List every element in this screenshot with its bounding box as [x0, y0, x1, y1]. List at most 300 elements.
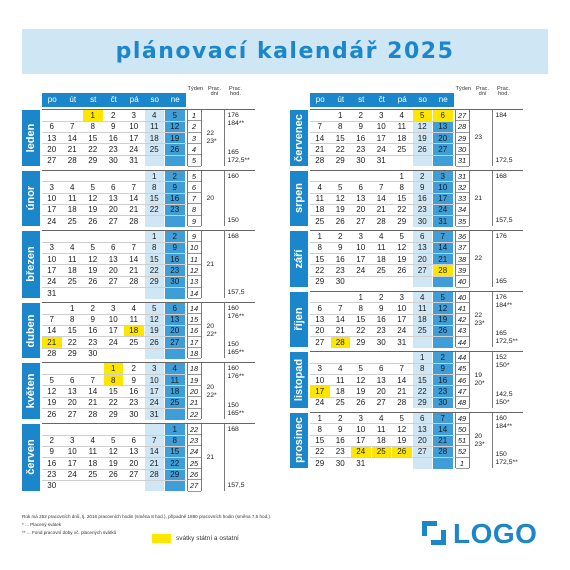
day-cell — [104, 424, 124, 435]
day-cell: 24 — [108, 337, 118, 347]
row-divider — [42, 397, 186, 398]
day-cell: 4 — [70, 243, 75, 253]
week-number: 52 — [457, 447, 467, 457]
day-cell: 23 — [335, 265, 345, 275]
day-cell: 20 — [165, 325, 185, 336]
day-cell — [124, 231, 144, 242]
working-hours: 165 — [227, 148, 239, 156]
day-cell: 2 — [433, 352, 453, 363]
day-cell — [165, 480, 185, 491]
day-cell — [63, 231, 83, 242]
day-cell: 1 — [317, 232, 322, 241]
row-divider — [42, 435, 186, 436]
month-band-0 — [22, 110, 40, 166]
month-name: květen — [25, 373, 37, 409]
working-hours: 160 — [227, 304, 239, 312]
day-cell: 21 — [433, 254, 453, 265]
day-cell: 13 — [433, 121, 453, 132]
day-cell: 16 — [433, 375, 453, 386]
working-hours: 168 — [227, 425, 239, 433]
day-cell: 20 — [67, 398, 77, 408]
day-cell: 16 — [165, 254, 185, 265]
day-cell: 19 — [165, 133, 185, 144]
week-underline — [188, 419, 201, 420]
day-cell: 26 — [397, 265, 407, 275]
day-cell: 12 — [397, 243, 407, 253]
day-cell: 12 — [165, 121, 185, 132]
weekday-ne: ne — [170, 95, 180, 104]
day-cell: 22 — [108, 398, 118, 408]
day-cell: 20 — [413, 254, 433, 265]
day-cell — [372, 276, 392, 287]
day-cell: 18 — [397, 133, 407, 143]
logo-bracket-icon — [421, 520, 447, 546]
day-cell: 31 — [356, 458, 366, 468]
day-cell: 12 — [433, 303, 453, 314]
row-divider — [42, 480, 186, 481]
day-cell: 11 — [397, 122, 406, 132]
month-band-5 — [22, 424, 40, 491]
week-number: 31 — [457, 171, 467, 181]
day-cell: 14 — [433, 424, 453, 435]
week-number: 46 — [457, 375, 467, 385]
day-cell: 2 — [338, 413, 343, 423]
day-cell: 7 — [90, 375, 95, 385]
week-number: 31 — [457, 156, 467, 166]
day-cell: 21 — [67, 144, 77, 154]
week-number: 10 — [189, 243, 199, 253]
day-cell: 7 — [399, 364, 404, 374]
row-divider — [310, 363, 454, 364]
row-divider — [42, 193, 186, 194]
day-cell: 2 — [165, 171, 185, 182]
day-cell: 7 — [131, 243, 136, 253]
day-cell: 5 — [90, 243, 95, 253]
day-cell: 29 — [413, 397, 433, 408]
day-cell: 31 — [145, 409, 165, 420]
week-number: 48 — [457, 398, 467, 408]
day-cell: 1 — [358, 292, 363, 302]
weekday-po: po — [47, 95, 57, 104]
day-cell: 19 — [145, 325, 165, 336]
day-cell: 26 — [165, 144, 185, 155]
day-cell: 27 — [129, 470, 139, 479]
day-cell — [165, 155, 185, 166]
working-days: 23* — [206, 138, 217, 146]
day-cell: 4 — [399, 111, 404, 120]
day-cell: 27 — [413, 446, 433, 457]
working-hours: 165** — [227, 409, 245, 417]
day-cell — [145, 348, 165, 359]
day-cell — [83, 480, 103, 491]
day-cell: 26 — [356, 398, 366, 408]
day-cell: 9 — [49, 447, 54, 457]
day-cell: 7 — [317, 122, 322, 132]
day-cell: 10 — [47, 254, 57, 264]
day-cell — [310, 352, 330, 363]
day-cell — [351, 352, 371, 363]
month-band-11 — [290, 413, 308, 469]
column-divider — [469, 231, 470, 287]
day-cell: 27 — [315, 337, 325, 347]
column-divider — [187, 424, 188, 491]
day-cell: 20 — [129, 458, 139, 468]
day-cell: 7 — [145, 435, 165, 446]
working-hours: 142,5 — [495, 390, 513, 398]
working-hours: 157,5 — [227, 288, 245, 296]
week-number: 50 — [457, 424, 467, 434]
week-number: 4 — [191, 144, 197, 154]
day-cell: 7 — [379, 182, 384, 192]
day-cell — [331, 352, 351, 363]
week-number: 18 — [189, 349, 199, 358]
day-cell: 9 — [379, 303, 384, 313]
day-cell: 17 — [356, 436, 366, 446]
column-divider — [224, 110, 225, 166]
day-cell — [310, 292, 330, 303]
working-hours: 172,5** — [227, 156, 250, 164]
day-cell: 10 — [108, 315, 118, 325]
day-cell: 22 — [335, 144, 345, 154]
working-hours: 150 — [227, 217, 239, 224]
week-number: 41 — [457, 303, 467, 313]
row-divider — [42, 408, 186, 409]
week-number: 9 — [191, 216, 197, 226]
day-cell: 30 — [335, 458, 345, 468]
week-number: 28 — [457, 122, 467, 132]
day-cell: 17 — [108, 326, 118, 336]
day-cell: 29 — [397, 216, 407, 226]
day-cell: 9 — [413, 182, 433, 193]
day-cell: 6 — [49, 122, 54, 132]
day-cell: 22 — [315, 447, 325, 457]
row-divider — [42, 348, 186, 349]
row-divider — [42, 264, 186, 265]
day-cell — [104, 171, 124, 182]
day-cell: 28 — [47, 349, 57, 358]
day-cell: 21 — [433, 435, 453, 446]
row-divider — [42, 374, 186, 375]
day-cell: 5 — [399, 232, 404, 241]
day-cell: 9 — [338, 243, 343, 253]
day-cell: 11 — [129, 315, 138, 325]
working-hours: 168 — [495, 172, 507, 180]
day-cell: 29 — [145, 276, 165, 287]
column-label-hours: Prac. hod. — [228, 86, 243, 98]
day-cell: 26 — [392, 446, 412, 457]
week-number: 25 — [189, 458, 199, 468]
day-cell: 28 — [433, 446, 453, 457]
day-cell: 9 — [433, 363, 453, 374]
day-cell: 15 — [108, 386, 118, 396]
day-cell: 19 — [335, 205, 345, 215]
row-divider — [310, 435, 454, 436]
day-cell: 26 — [47, 409, 57, 419]
day-cell: 25 — [88, 470, 98, 479]
column-divider — [455, 413, 456, 469]
day-cell — [165, 216, 185, 227]
row-divider — [42, 469, 186, 470]
day-cell: 10 — [67, 447, 77, 457]
day-cell: 16 — [356, 133, 366, 143]
week-underline — [188, 166, 201, 167]
week-number: 18 — [189, 364, 199, 374]
day-cell: 16 — [129, 386, 139, 396]
week-number: 14 — [189, 288, 199, 298]
day-cell: 25 — [335, 398, 345, 408]
day-cell: 27 — [433, 144, 453, 155]
day-cell — [83, 424, 103, 435]
day-cell: 2 — [338, 232, 343, 241]
day-cell: 15 — [67, 326, 77, 336]
week-underline — [188, 226, 201, 227]
day-cell: 16 — [335, 436, 345, 446]
day-cell: 31 — [129, 156, 139, 166]
day-cell: 24 — [397, 326, 407, 336]
working-hours: 165 — [495, 277, 507, 285]
day-cell — [145, 480, 165, 491]
day-cell: 14 — [397, 375, 407, 385]
day-cell — [42, 424, 62, 435]
day-cell — [372, 352, 392, 363]
row-divider — [310, 132, 454, 133]
working-days: 22* — [206, 331, 217, 339]
day-cell: 30 — [129, 409, 139, 419]
week-underline — [456, 226, 469, 227]
day-cell: 17 — [67, 458, 77, 468]
day-cell: 24 — [47, 216, 57, 226]
day-cell: 2 — [413, 171, 433, 182]
day-cell: 20 — [108, 265, 118, 275]
day-cell: 8 — [338, 122, 343, 132]
legend-holiday-label: svátky státní a ostatní — [176, 535, 239, 542]
row-divider — [42, 325, 186, 326]
day-cell: 20 — [47, 144, 57, 154]
month-name: duben — [25, 314, 37, 348]
day-cell: 3 — [70, 436, 75, 446]
day-cell: 4 — [379, 413, 384, 423]
day-cell: 5 — [399, 413, 404, 423]
weekday-header-bar — [42, 93, 186, 107]
day-cell: 2 — [358, 111, 363, 120]
day-cell: 14 — [88, 386, 98, 396]
weekday-so: so — [418, 95, 427, 104]
working-hours: 152 — [495, 354, 507, 361]
day-cell: 2 — [90, 303, 95, 313]
day-cell: 27 — [165, 337, 185, 348]
day-cell: 16 — [88, 326, 98, 336]
column-divider — [187, 231, 188, 298]
day-cell: 15 — [413, 375, 433, 386]
weekday-po: po — [315, 95, 325, 104]
day-cell: 29 — [315, 277, 325, 287]
day-cell: 20 — [108, 205, 118, 215]
day-cell: 6 — [317, 303, 322, 313]
day-cell — [104, 480, 124, 491]
day-cell: 2 — [111, 111, 116, 120]
day-cell: 13 — [67, 386, 77, 396]
day-cell: 18 — [88, 458, 98, 468]
row-divider — [42, 457, 186, 458]
column-divider — [492, 110, 493, 166]
day-cell: 3 — [111, 303, 116, 313]
week-number: 44 — [457, 353, 467, 362]
day-cell: 25 — [372, 446, 392, 457]
day-cell: 18 — [124, 325, 144, 336]
weekday-út: út — [337, 95, 345, 104]
day-cell: 4 — [70, 182, 75, 192]
logo-text: LOGO — [453, 518, 538, 549]
column-divider — [469, 171, 470, 227]
column-divider — [469, 292, 470, 348]
column-divider — [492, 352, 493, 408]
day-cell: 6 — [358, 182, 363, 192]
week-number: 36 — [457, 232, 467, 241]
working-hours: 150 — [227, 401, 239, 409]
day-cell: 7 — [131, 182, 136, 192]
working-hours: 150 — [227, 341, 239, 349]
week-number: 34 — [457, 205, 467, 215]
day-cell: 6 — [379, 364, 384, 374]
week-underline — [188, 491, 201, 492]
row-divider — [310, 336, 454, 337]
working-hours: 168 — [227, 233, 239, 240]
day-cell: 5 — [49, 375, 54, 385]
footnote-paid-holiday: * ... Placený svátek — [22, 522, 62, 527]
day-cell: 30 — [356, 156, 366, 166]
day-cell: 10 — [129, 122, 139, 132]
row-divider — [42, 132, 186, 133]
column-divider — [224, 171, 225, 227]
day-cell: 23 — [356, 144, 366, 154]
day-cell: 26 — [335, 216, 345, 226]
day-cell: 24 — [356, 265, 366, 275]
day-cell: 13 — [165, 314, 185, 325]
day-cell: 15 — [165, 446, 185, 457]
column-divider — [469, 110, 470, 166]
day-cell: 22 — [145, 265, 165, 276]
month-name: únor — [25, 186, 37, 211]
row-divider — [310, 302, 454, 303]
day-cell — [42, 110, 62, 121]
row-divider — [310, 457, 454, 458]
day-cell: 31 — [433, 216, 453, 227]
day-cell: 23 — [413, 204, 433, 215]
day-cell: 5 — [145, 303, 165, 314]
weekday-st: st — [358, 95, 365, 104]
row-divider — [310, 193, 454, 194]
month-band-8 — [290, 231, 308, 287]
day-cell — [392, 276, 412, 287]
day-cell — [413, 155, 433, 166]
working-hours: 184** — [495, 422, 513, 430]
working-hours: 150* — [495, 398, 510, 406]
column-label-days: Prac. dní — [475, 86, 490, 98]
day-cell: 14 — [376, 194, 386, 204]
week-number: 22 — [189, 409, 199, 419]
day-cell: 5 — [165, 110, 185, 121]
column-divider — [187, 110, 188, 166]
day-cell: 6 — [433, 110, 453, 121]
row-divider — [42, 314, 186, 315]
day-cell: 10 — [376, 122, 386, 132]
day-cell: 12 — [397, 424, 407, 434]
day-cell: 9 — [338, 424, 343, 434]
row-divider — [310, 397, 454, 398]
day-cell: 28 — [433, 265, 453, 276]
column-divider — [187, 303, 188, 359]
day-cell: 3 — [433, 171, 453, 182]
day-cell — [331, 171, 351, 182]
row-divider — [310, 181, 454, 182]
working-hours: 172,5 — [495, 156, 513, 164]
day-cell: 15 — [356, 315, 366, 325]
day-cell: 17 — [433, 193, 453, 204]
month-band-9 — [290, 292, 308, 348]
day-cell: 19 — [47, 398, 57, 408]
day-cell: 6 — [70, 375, 75, 385]
day-cell: 24 — [145, 397, 165, 408]
working-days: 21 — [206, 260, 215, 268]
row-divider — [42, 242, 186, 243]
day-cell: 30 — [165, 276, 185, 287]
day-cell: 23 — [165, 265, 185, 276]
working-days: 21 — [206, 453, 215, 461]
day-cell: 5 — [413, 110, 433, 121]
row-divider — [42, 287, 186, 288]
day-cell: 3 — [379, 111, 384, 120]
day-cell: 13 — [413, 242, 433, 253]
day-cell: 21 — [129, 265, 139, 275]
day-cell: 18 — [376, 436, 386, 446]
day-cell: 9 — [90, 315, 95, 325]
week-underline — [456, 287, 469, 288]
day-cell: 13 — [108, 194, 118, 204]
column-divider — [201, 231, 202, 298]
day-cell: 19 — [433, 314, 453, 325]
day-cell: 18 — [413, 314, 433, 325]
day-cell: 11 — [68, 194, 77, 204]
column-divider — [492, 171, 493, 227]
working-hours: 184** — [227, 120, 245, 127]
day-cell: 16 — [47, 458, 57, 468]
column-label-week: Týden — [455, 86, 472, 92]
day-cell: 5 — [111, 436, 116, 446]
day-cell: 25 — [129, 337, 139, 347]
day-cell: 29 — [315, 458, 325, 468]
row-divider — [310, 276, 454, 277]
row-divider — [310, 143, 454, 144]
working-days: 20 — [206, 383, 215, 391]
working-days: 21 — [474, 194, 483, 202]
weekday-čt: čt — [378, 95, 385, 104]
day-cell: 16 — [108, 133, 118, 143]
day-cell — [83, 231, 103, 242]
month-band-7 — [290, 171, 308, 227]
day-cell — [351, 171, 371, 182]
day-cell — [83, 288, 103, 299]
day-cell: 16 — [413, 193, 433, 204]
day-cell: 25 — [315, 216, 325, 226]
working-days: 20* — [474, 380, 485, 388]
day-cell: 4 — [165, 363, 185, 374]
month-name: leden — [25, 123, 37, 153]
day-cell: 2 — [379, 292, 384, 302]
day-cell: 17 — [47, 265, 57, 275]
day-cell: 14 — [433, 242, 453, 253]
day-cell: 21 — [335, 326, 345, 336]
weekday-čt: čt — [110, 95, 117, 104]
